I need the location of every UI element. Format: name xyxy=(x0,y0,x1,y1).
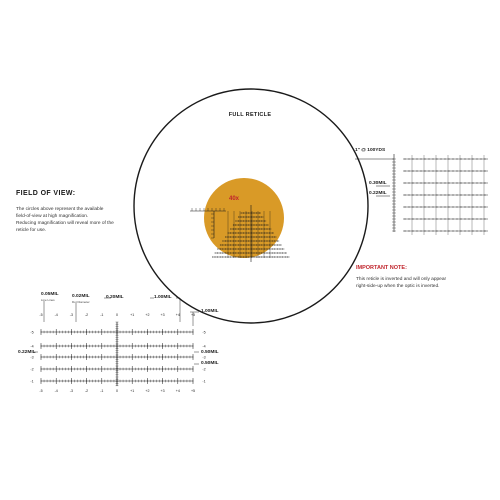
right-label-022: 0.22MIL xyxy=(369,191,387,196)
important-note-heading: IMPORTANT NOTE: xyxy=(356,265,407,271)
right-label-inch: 1" @ 100YDS xyxy=(355,148,386,153)
scale-bottom-number: 0 xyxy=(116,389,118,393)
scale-bottom-number: +4 xyxy=(175,389,180,393)
scale-row-label: -2 xyxy=(30,367,34,372)
scale-bottom-number: -2 xyxy=(84,389,89,393)
scale-bottom-number: -5 xyxy=(39,389,43,393)
scale-top-number: +4 xyxy=(175,313,180,317)
scale-top-number: -4 xyxy=(54,313,58,317)
scale-bottom-number: -3 xyxy=(69,389,74,393)
scale-bottom-number: -4 xyxy=(54,389,58,393)
field-of-view-heading: FIELD OF VIEW: xyxy=(16,190,76,197)
scale-bottom-number: +3 xyxy=(160,389,165,393)
scale-label-022: 0.22MIL xyxy=(18,350,36,355)
scale-bottom-number: -1 xyxy=(100,389,104,393)
fov-line: reticle for use. xyxy=(16,228,47,233)
scale-sublabel-line: Line Lines xyxy=(41,298,55,302)
field-of-view-text xyxy=(16,206,134,234)
note-line: right-side-up when the optic is inverted. xyxy=(356,284,440,289)
scale-label-100-right: 1.00MIL xyxy=(201,309,219,314)
scale-row-label-right: -2 xyxy=(202,367,206,372)
scale-row-label: -1 xyxy=(30,379,34,384)
scale-label-005: 0.05MIL xyxy=(41,292,59,297)
scale-detail-grid xyxy=(30,298,205,393)
scale-top-number: +3 xyxy=(160,313,165,317)
scale-bottom-number: +1 xyxy=(130,389,135,393)
scale-label-050-a: 0.50MIL xyxy=(201,350,219,355)
scale-sublabel-dot: Dot Diameter xyxy=(72,300,90,304)
scale-top-number: -2 xyxy=(84,313,89,317)
scale-top-number: +5 xyxy=(190,313,196,317)
scale-row-label: -3 xyxy=(30,355,34,360)
fov-line: field-of-view at high magnification. xyxy=(16,214,89,219)
scale-top-number: -1 xyxy=(100,313,104,317)
scale-label-100-top: 1.00MIL xyxy=(154,295,172,300)
fov-line: The circles above represent the available xyxy=(16,207,104,212)
scale-top-number: +2 xyxy=(145,313,150,317)
fov-line: Reducing magnification will reveal more of the xyxy=(16,221,114,226)
magnification-zone-disc xyxy=(204,178,284,258)
note-line: This reticle is inverted and will only appear xyxy=(356,277,447,282)
scale-row-label-right: -5 xyxy=(202,330,206,335)
scale-row-label-right: -4 xyxy=(202,344,206,349)
scale-label-002: 0.02MIL xyxy=(72,294,90,299)
scale-label-050-b: 0.50MIL xyxy=(201,361,219,366)
scale-label-020: 0.20MIL xyxy=(106,295,124,300)
scale-row-label: -5 xyxy=(30,330,34,335)
magnification-label: 40x xyxy=(229,196,240,202)
scale-top-number: -3 xyxy=(69,313,74,317)
scale-top-number: -5 xyxy=(39,313,43,317)
scale-row-label-right: -1 xyxy=(202,379,206,384)
important-note-text xyxy=(356,276,486,290)
scale-bottom-number: +2 xyxy=(145,389,150,393)
right-label-030: 0.30MIL xyxy=(369,181,387,186)
full-reticle-title: FULL RETICLE xyxy=(228,112,272,118)
scale-row-label: -4 xyxy=(30,344,34,349)
scale-top-number: +1 xyxy=(130,313,135,317)
scale-bottom-number: +5 xyxy=(190,389,196,393)
scale-top-number: 0 xyxy=(116,313,118,317)
scale-row-label-right: -3 xyxy=(202,355,206,360)
